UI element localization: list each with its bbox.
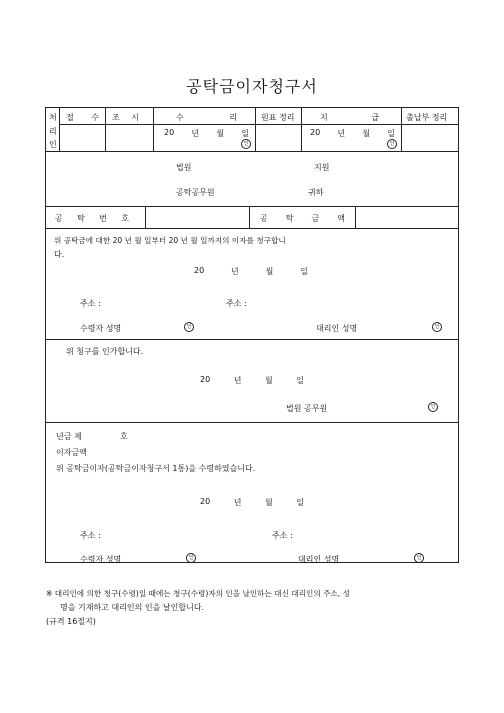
honorific-label: 귀하 [308,188,324,197]
receipt-section-date-year: 년 [233,498,242,507]
receipt-day: 일 [241,129,249,138]
side-label-2: 리 [49,127,57,136]
receipt-agent-seal: 인 [414,553,424,563]
approval-date [200,375,304,386]
reception-label-a: 접 [66,113,74,122]
receipt-section-date-day: 일 [296,498,304,507]
deposit-number-char-3: 번 [99,214,107,223]
request-agent-seal: 인 [432,322,442,332]
payment-year: 년 [337,129,346,138]
receipt-number-suffix: 호 [120,432,128,441]
payment-year-prefix: 20 [310,128,321,137]
approval-text: 위 청구를 인가합니다. [66,347,144,356]
request-date [194,266,308,277]
deposit-amount-field[interactable] [356,207,458,228]
deposit-number-label-cell [46,207,146,228]
approval-date-year: 년 [233,376,242,385]
addressee-row [46,152,458,207]
request-agent-name-label: 대리인 성명 [316,324,358,333]
receipt-agent-address-label: 주소 : [272,531,293,540]
deposit-amount-char-1: 공 [260,214,268,223]
receipt-month: 월 [216,129,225,138]
receipt-section-date-month: 월 [264,498,273,507]
deposit-amount-label-cell [250,207,356,228]
reception-label-b: 수 [91,113,99,122]
approval-date-year-prefix: 20 [200,375,211,384]
deposit-amount-char-3: 금 [311,214,320,223]
receipt-seal-mark: 인 [241,139,251,149]
request-claimant-name-label: 수령자 성명 [80,324,122,333]
approval-seal: 인 [428,402,438,412]
receipt-cell [154,108,256,151]
deposit-amount-char-4: 액 [337,214,345,223]
request-date-year: 년 [231,267,239,276]
request-agent-address-label: 주소 : [226,299,247,308]
payment-label-a: 지 [320,113,328,122]
reception-cell [60,108,106,151]
approval-date-month: 월 [264,376,273,385]
ledger-label: 원표 정리 [261,113,295,122]
paper-spec: (규격 16절지) [46,617,96,626]
receipt-section-date [200,497,304,508]
deposit-row [46,207,458,229]
request-text-line2: 다. [54,250,65,259]
request-date-month: 월 [265,267,274,276]
deposit-amount-char-2: 탁 [285,214,294,223]
court-label: 법원 [176,163,192,172]
receipt-claimant-seal: 인 [186,553,196,563]
processing-row [46,108,458,152]
ledger-cell [256,108,302,151]
approval-row [46,340,458,423]
claim-form [45,107,459,563]
receipt-label-a: 수 [176,113,184,122]
outgoing-cell [402,108,458,151]
request-claimant-address-label: 주소 : [80,299,101,308]
inspection-cell [106,108,154,151]
request-claimant-seal: 인 [184,322,194,332]
receipt-year: 년 [191,129,200,138]
approval-date-day: 일 [296,376,304,385]
request-text-line1: 위 공탁금에 대한 20 년 월 일부터 20 년 월 일까지의 이자를 청구합니 [54,236,286,245]
approval-official-label: 법원 공무원 [286,404,328,413]
receipt-claimant-name-label: 수령자 성명 [80,555,122,564]
receipt-claimant-address-label: 주소 : [80,531,101,540]
branch-label: 지원 [314,163,330,172]
receipt-label-b: 리 [229,113,237,122]
payment-label-b: 급 [371,113,379,122]
inspection-label-b: 시 [131,113,139,122]
receipt-section-date-year-prefix: 20 [200,497,211,506]
request-row [46,229,458,340]
agent-note-line2: 명을 기재하고 대리인의 인을 날인합니다. [60,603,205,612]
deposit-number-char-1: 공 [55,214,63,223]
payment-cell [302,108,402,151]
agent-note-line1: ※ 대리인에 의한 청구(수령)일 때에는 청구(수령)자의 인을 날인하는 대신 대리인의 주소, 성 [46,589,350,598]
deposit-number-field[interactable] [146,207,250,228]
request-date-day: 일 [300,267,308,276]
receipt-year-number-label: 년금 제 [56,432,82,441]
deposit-number-char-2: 탁 [77,214,85,223]
outgoing-label: 출납부 정리 [406,113,448,122]
form-title: 공탁금이자청구서 [186,77,318,96]
receipt-agent-name-label: 대리인 성명 [298,555,340,564]
inspection-label-a: 조 [112,113,120,122]
side-label-1: 처 [49,113,57,122]
payment-seal-mark: 인 [387,139,397,149]
interest-amount-label: 이자금액 [56,448,87,457]
payment-day: 일 [387,129,395,138]
request-date-year-prefix: 20 [194,266,205,275]
receipt-year-prefix: 20 [164,128,175,137]
processor-label-cell [46,108,60,151]
official-label: 공탁공무원 [176,188,215,197]
deposit-number-char-4: 호 [121,214,129,223]
receipt-confirmation-text: 위 공탁금이자(공탁금이자청구서 1통)을 수령하였습니다. [56,464,256,473]
side-label-3: 인 [49,140,57,149]
receipt-confirmation-row [46,423,458,562]
payment-month: 월 [362,129,371,138]
